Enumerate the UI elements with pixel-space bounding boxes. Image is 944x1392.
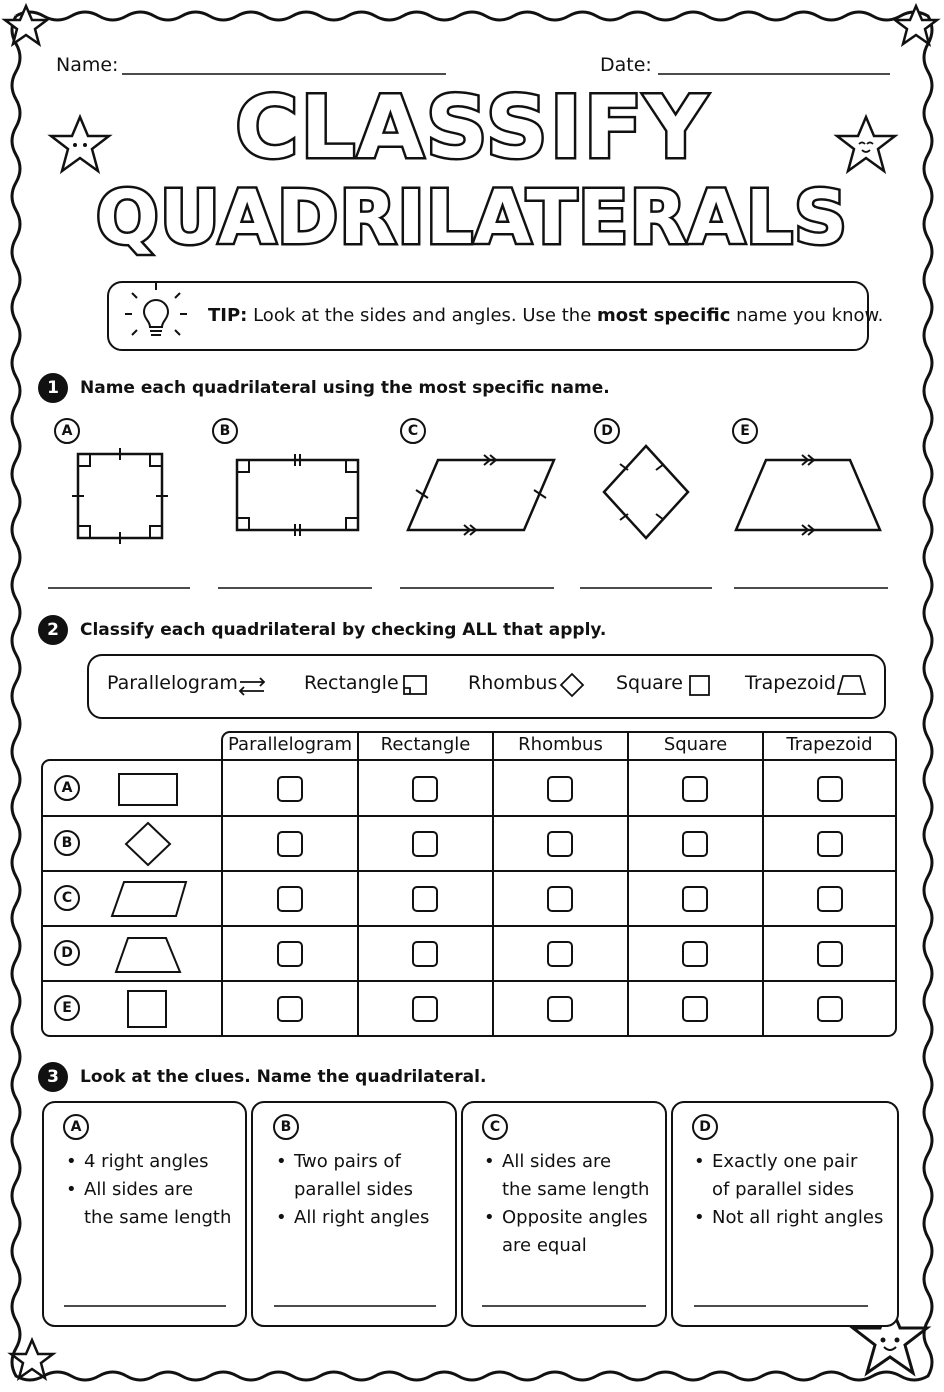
column-header-trapezoid: Trapezoid bbox=[786, 734, 873, 755]
row-letter-c: C bbox=[54, 885, 80, 911]
tip-text-after: name you know. bbox=[730, 305, 884, 326]
checkbox-a-rhombus[interactable] bbox=[547, 776, 573, 802]
q1-shape-square bbox=[72, 448, 168, 544]
checkbox-b-parallelogram[interactable] bbox=[277, 831, 303, 857]
checkbox-a-square[interactable] bbox=[682, 776, 708, 802]
clue-item: • Exactly one pair bbox=[694, 1148, 883, 1176]
checkbox-b-trapezoid[interactable] bbox=[817, 831, 843, 857]
clue-item: • Two pairs of bbox=[276, 1148, 429, 1176]
row-letter-e: E bbox=[54, 995, 80, 1021]
checkbox-e-rhombus[interactable] bbox=[547, 996, 573, 1022]
tip-bold: most specific bbox=[597, 305, 731, 326]
checkbox-c-square[interactable] bbox=[682, 886, 708, 912]
row-shape-rhombus bbox=[126, 823, 170, 865]
page-title-line1: CLASSIFY bbox=[235, 78, 709, 178]
q1-letter-a: A bbox=[54, 418, 80, 444]
question-1-text: Name each quadrilateral using the most specific name. bbox=[80, 378, 610, 398]
key-rectangle: Rectangle bbox=[304, 672, 399, 694]
checkbox-b-square[interactable] bbox=[682, 831, 708, 857]
clue-item: • Opposite angles bbox=[484, 1204, 649, 1232]
clue-item: • Not all right angles bbox=[694, 1204, 883, 1232]
q1-letter-e: E bbox=[732, 418, 758, 444]
key-parallelogram: Parallelogram bbox=[107, 672, 238, 694]
clue-item: of parallel sides bbox=[712, 1179, 855, 1200]
clue-item: • All sides are bbox=[484, 1148, 649, 1176]
checkbox-d-parallelogram[interactable] bbox=[277, 941, 303, 967]
checkbox-e-trapezoid[interactable] bbox=[817, 996, 843, 1022]
clue-list-b bbox=[276, 1148, 429, 1232]
checkbox-a-parallelogram[interactable] bbox=[277, 776, 303, 802]
checkbox-b-rhombus[interactable] bbox=[547, 831, 573, 857]
clue-list-d bbox=[694, 1148, 883, 1232]
key-trapezoid: Trapezoid bbox=[745, 672, 836, 694]
question-number-1: 1 bbox=[38, 373, 68, 403]
checkbox-e-rectangle[interactable] bbox=[412, 996, 438, 1022]
tip-text bbox=[208, 305, 883, 326]
checkbox-d-rectangle[interactable] bbox=[412, 941, 438, 967]
row-shape-rectangle bbox=[119, 774, 177, 805]
key-rhombus: Rhombus bbox=[468, 672, 558, 694]
question-2-text: Classify each quadrilateral by checking ALL that apply. bbox=[80, 620, 607, 640]
card-letter-d: D bbox=[692, 1114, 718, 1140]
checkbox-c-parallelogram[interactable] bbox=[277, 886, 303, 912]
row-letter-b: B bbox=[54, 830, 80, 856]
checkbox-d-rhombus[interactable] bbox=[547, 941, 573, 967]
clue-item: parallel sides bbox=[294, 1179, 413, 1200]
checkbox-a-rectangle[interactable] bbox=[412, 776, 438, 802]
question-number-3: 3 bbox=[38, 1062, 68, 1092]
q1-letter-c: C bbox=[400, 418, 426, 444]
question-number-2: 2 bbox=[38, 615, 68, 645]
tip-text-before: Look at the sides and angles. Use the bbox=[247, 305, 597, 326]
q1-shape-parallelogram bbox=[408, 455, 554, 535]
column-header-square: Square bbox=[663, 734, 728, 755]
column-header-parallelogram: Parallelogram bbox=[228, 734, 352, 755]
card-letter-b: B bbox=[273, 1114, 299, 1140]
column-header-rectangle: Rectangle bbox=[380, 734, 471, 755]
star-icon bbox=[5, 6, 47, 44]
checkbox-b-rectangle[interactable] bbox=[412, 831, 438, 857]
row-letter-a: A bbox=[54, 775, 80, 801]
checkbox-c-rectangle[interactable] bbox=[412, 886, 438, 912]
checkbox-c-rhombus[interactable] bbox=[547, 886, 573, 912]
key-square: Square bbox=[616, 672, 683, 694]
row-shape-square bbox=[128, 991, 166, 1027]
classify-table bbox=[42, 732, 896, 1036]
clue-item: • All sides are bbox=[66, 1176, 231, 1204]
checkbox-e-square[interactable] bbox=[682, 996, 708, 1022]
clue-list-a bbox=[66, 1148, 231, 1232]
q1-shape-rectangle bbox=[237, 454, 358, 536]
q1-letter-b: B bbox=[212, 418, 238, 444]
clue-item: are equal bbox=[502, 1235, 587, 1256]
question-3-text: Look at the clues. Name the quadrilateral. bbox=[80, 1067, 487, 1087]
tip-prefix: TIP: bbox=[208, 305, 248, 326]
row-shape-parallelogram bbox=[112, 882, 186, 916]
q1-shape-rhombus bbox=[604, 446, 688, 538]
clue-item: the same length bbox=[502, 1179, 650, 1200]
card-letter-a: A bbox=[63, 1114, 89, 1140]
q1-shape-trapezoid bbox=[736, 455, 880, 535]
page-title-line2: QUADRILATERALS bbox=[95, 175, 849, 261]
card-letter-c: C bbox=[482, 1114, 508, 1140]
checkbox-d-square[interactable] bbox=[682, 941, 708, 967]
clue-item: • 4 right angles bbox=[66, 1148, 231, 1176]
column-header-rhombus: Rhombus bbox=[518, 734, 603, 755]
row-letter-d: D bbox=[54, 940, 80, 966]
checkbox-d-trapezoid[interactable] bbox=[817, 941, 843, 967]
row-shape-trapezoid bbox=[116, 938, 180, 972]
q1-letter-d: D bbox=[594, 418, 620, 444]
checkbox-e-parallelogram[interactable] bbox=[277, 996, 303, 1022]
checkbox-a-trapezoid[interactable] bbox=[817, 776, 843, 802]
date-label: Date: bbox=[600, 54, 652, 76]
name-label: Name: bbox=[56, 54, 119, 76]
clue-list-c bbox=[484, 1148, 649, 1260]
clue-item: the same length bbox=[84, 1207, 232, 1228]
clue-item: • All right angles bbox=[276, 1204, 429, 1232]
checkbox-c-trapezoid[interactable] bbox=[817, 886, 843, 912]
